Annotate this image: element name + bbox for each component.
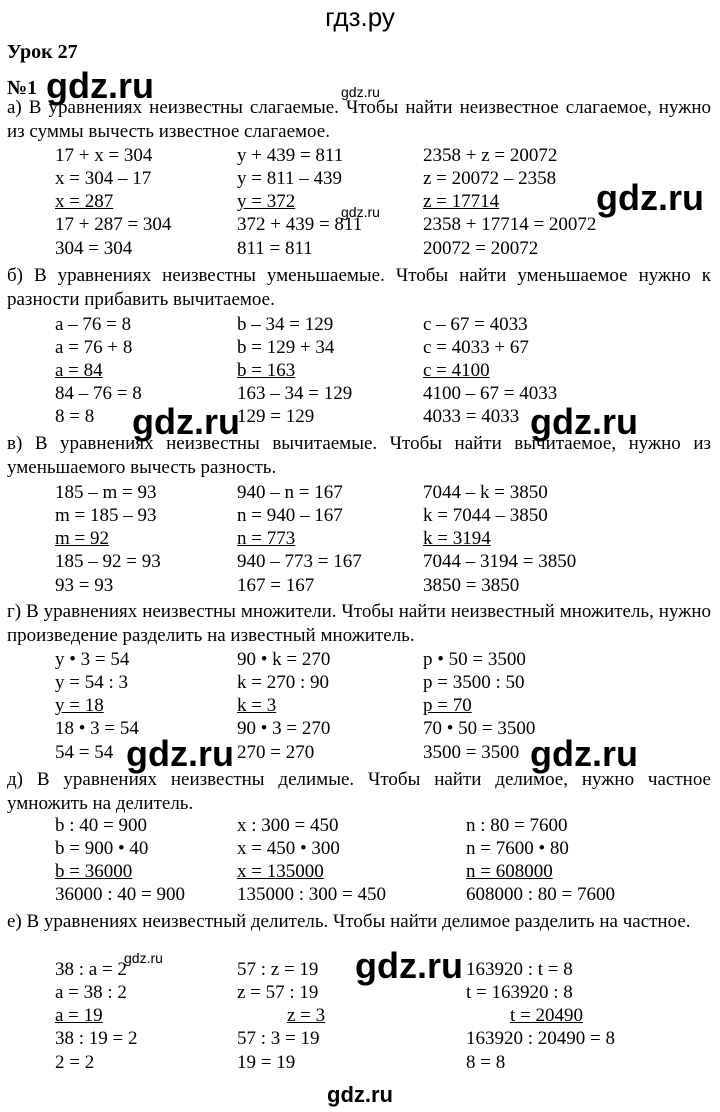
equation: 304 = 304	[55, 238, 133, 259]
equation-answer: t = 20490	[510, 1005, 583, 1026]
section-d-intro: д) В уравнениях неизвестны делимые. Чтобы найти делимое, нужно частное умножить на делитель.	[7, 769, 711, 814]
equation: 608000 : 80 = 7600	[466, 884, 615, 905]
equation-answer: a = 84	[55, 360, 103, 381]
equation: 19 = 19	[237, 1052, 296, 1073]
equation: 129 = 129	[237, 406, 315, 427]
equation: 7044 – k = 3850	[423, 482, 548, 503]
equation: 3500 = 3500	[423, 742, 520, 763]
task-number: №1	[7, 77, 38, 99]
equation: n : 80 = 7600	[466, 815, 568, 836]
equation: 93 = 93	[55, 575, 114, 596]
section-v-intro: в) В уравнениях неизвестны вычитаемые. Чтобы найти вычитаемое, нужно из уменьшаемого вычесть разность.	[7, 433, 711, 478]
equation-answer: x = 287	[55, 191, 114, 212]
watermark: gdz.ru	[341, 204, 380, 220]
watermark: gdz.ru	[124, 950, 163, 966]
section-b-intro: б) В уравнениях неизвестны уменьшаемые. Чтобы найти уменьшаемое нужно к разности прибавить вычитаемое.	[7, 265, 711, 310]
watermark: gdz.ru	[126, 733, 234, 774]
equation: c = 4033 + 67	[423, 337, 529, 358]
equation: 54 = 54	[55, 742, 114, 763]
equation: 167 = 167	[237, 575, 315, 596]
equation: 8 = 8	[466, 1052, 506, 1073]
watermark: gdz.ru	[46, 65, 154, 106]
equation: 4033 = 4033	[423, 406, 520, 427]
equation: y = 811 – 439	[237, 168, 343, 189]
equation: 57 : z = 19	[237, 959, 319, 980]
equation-answer: b = 163	[237, 360, 296, 381]
equation: m = 185 – 93	[55, 505, 157, 526]
watermark: gdz.ru	[355, 945, 463, 986]
equation: 811 = 811	[237, 238, 313, 259]
equation-answer: m = 92	[55, 528, 109, 549]
equation-answer: k = 3	[237, 695, 277, 716]
equation: 135000 : 300 = 450	[237, 884, 386, 905]
section-e-intro: е) В уравнениях неизвестный делитель. Чтобы найти делимое разделить на частное.	[7, 911, 691, 932]
equation: 2 = 2	[55, 1052, 95, 1073]
equation-answer: z = 17714	[423, 191, 500, 212]
equation: 372 + 439 = 811	[237, 214, 363, 235]
equation: x : 300 = 450	[237, 815, 339, 836]
equation: k = 7044 – 3850	[423, 505, 548, 526]
equation-answer: z = 3	[287, 1005, 326, 1026]
watermark: gdz.ru	[530, 401, 638, 442]
watermark: gdz.ru	[530, 733, 638, 774]
equation: 38 : 19 = 2	[55, 1028, 138, 1049]
equation: 90 • k = 270	[237, 649, 331, 670]
watermark: gdz.ru	[132, 401, 240, 442]
equation: 2358 + 17714 = 20072	[423, 214, 597, 235]
lesson-title: Урок 27	[7, 41, 78, 63]
equation: c – 67 = 4033	[423, 314, 528, 335]
equation-answer: b = 36000	[55, 861, 133, 882]
equation: 17 + 287 = 304	[55, 214, 172, 235]
equation: t = 163920 : 8	[466, 982, 573, 1003]
equation: 940 – 773 = 167	[237, 551, 362, 572]
equation-answer: a = 19	[55, 1005, 103, 1026]
equation: p • 50 = 3500	[423, 649, 526, 670]
equation: b = 900 • 40	[55, 838, 149, 859]
section-g-intro: г) В уравнениях неизвестны множители. Чтобы найти неизвестный множитель, нужно произведение разделить на известный множитель.	[7, 601, 711, 646]
equation: 90 • 3 = 270	[237, 718, 331, 739]
footer-watermark: gdz.ru	[327, 1082, 393, 1107]
equation: 163920 : t = 8	[466, 959, 573, 980]
section-a-intro: а) В уравнениях неизвестны слагаемые. Чтобы найти неизвестное слагаемое, нужно из суммы вычесть известное слагаемое.	[7, 97, 711, 142]
equation-answer: x = 135000	[237, 861, 324, 882]
equation: 163 – 34 = 129	[237, 383, 353, 404]
equation: b – 34 = 129	[237, 314, 334, 335]
equation: a = 76 + 8	[55, 337, 133, 358]
equation: 17 + x = 304	[55, 145, 153, 166]
equation: a – 76 = 8	[55, 314, 132, 335]
equation: 270 = 270	[237, 742, 315, 763]
equation: 38 : a = 2	[55, 959, 127, 980]
equation: 70 • 50 = 3500	[423, 718, 536, 739]
equation: b = 129 + 34	[237, 337, 335, 358]
equation: p = 3500 : 50	[423, 672, 525, 693]
equation: 20072 = 20072	[423, 238, 539, 259]
equation: 940 – n = 167	[237, 482, 343, 503]
equation-answer: k = 3194	[423, 528, 491, 549]
equation: x = 304 – 17	[55, 168, 152, 189]
watermark: gdz.ru	[341, 84, 380, 100]
equation: n = 7600 • 80	[466, 838, 569, 859]
equation-answer: y = 18	[55, 695, 104, 716]
equation: k = 270 : 90	[237, 672, 329, 693]
site-header: гдз.ру	[325, 2, 395, 32]
equation: 18 • 3 = 54	[55, 718, 139, 739]
equation: 2358 + z = 20072	[423, 145, 558, 166]
equation-answer: c = 4100	[423, 360, 490, 381]
equation: a = 38 : 2	[55, 982, 127, 1003]
equation-answer: n = 773	[237, 528, 296, 549]
watermark: gdz.ru	[596, 177, 704, 218]
equation-answer: y = 372	[237, 191, 296, 212]
equation: 7044 – 3194 = 3850	[423, 551, 577, 572]
equation: 163920 : 20490 = 8	[466, 1028, 615, 1049]
equation: y • 3 = 54	[55, 649, 130, 670]
equation: 4100 – 67 = 4033	[423, 383, 558, 404]
equation: x = 450 • 300	[237, 838, 340, 859]
equation: n = 940 – 167	[237, 505, 343, 526]
equation: 36000 : 40 = 900	[55, 884, 185, 905]
equation: 84 – 76 = 8	[55, 383, 142, 404]
equation-answer: p = 70	[423, 695, 472, 716]
equation: z = 57 : 19	[237, 982, 319, 1003]
equation: 185 – 92 = 93	[55, 551, 161, 572]
equation: y + 439 = 811	[237, 145, 344, 166]
equation: b : 40 = 900	[55, 815, 147, 836]
equation: 8 = 8	[55, 406, 95, 427]
equation: 57 : 3 = 19	[237, 1028, 320, 1049]
equation: z = 20072 – 2358	[423, 168, 557, 189]
equation: 3850 = 3850	[423, 575, 520, 596]
equation: 185 – m = 93	[55, 482, 157, 503]
equation-answer: n = 608000	[466, 861, 553, 882]
equation: y = 54 : 3	[55, 672, 128, 693]
